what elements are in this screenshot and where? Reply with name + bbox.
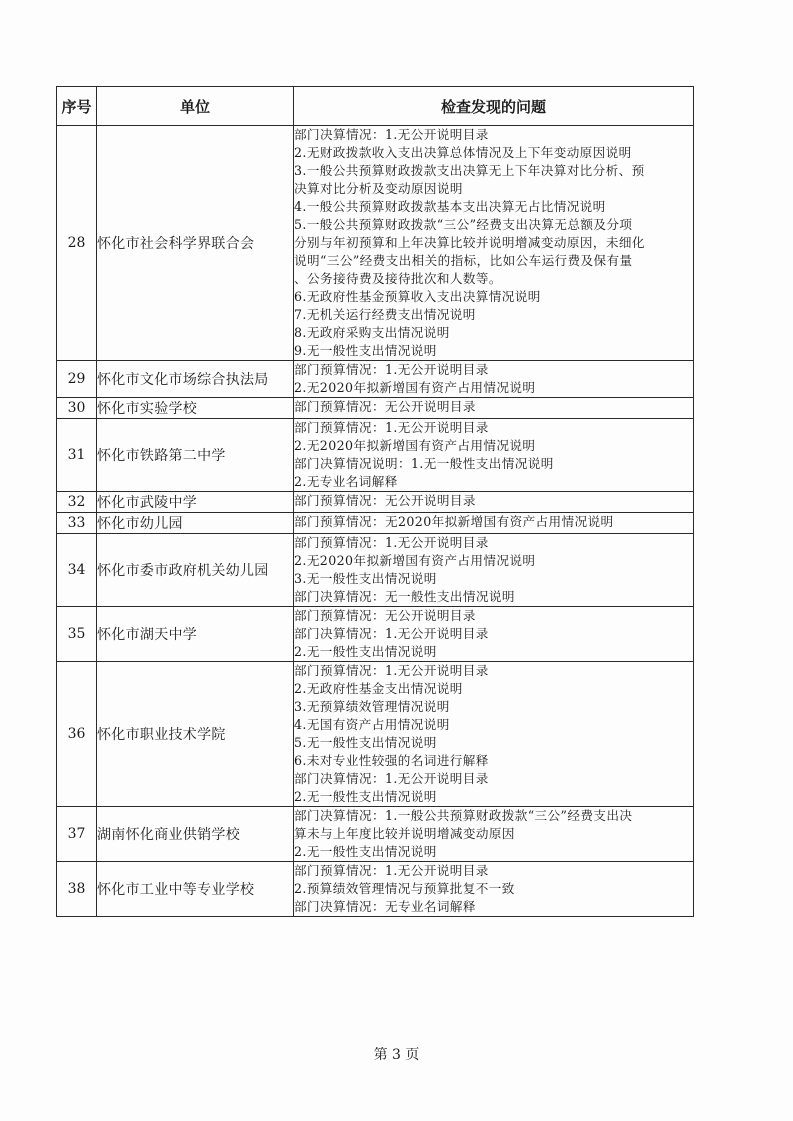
row-unit-name: 怀化市工业中等专业学校 bbox=[97, 862, 294, 917]
header-serial-number: 序号 bbox=[57, 87, 97, 126]
issue-line: 部门预算情况：1.无公开说明目录 bbox=[294, 863, 489, 878]
row-serial-number: 35 bbox=[57, 607, 97, 662]
issue-line: 2.无2020年拟新增国有资产占用情况说明 bbox=[294, 438, 536, 453]
row-issues bbox=[294, 534, 694, 607]
issue-line: 决算对比分析及变动原因说明 bbox=[294, 181, 463, 196]
issue-line: 说明“三公”经费支出相关的指标，比如公车运行费及保有量 bbox=[294, 253, 633, 268]
issue-line: 6.未对专业性较强的名词进行解释 bbox=[294, 753, 489, 768]
row-issues bbox=[294, 662, 694, 807]
issue-line: 6.无政府性基金预算收入支出决算情况说明 bbox=[294, 289, 541, 304]
table-row bbox=[57, 361, 694, 398]
issue-line: 部门决算情况：1.无公开说明目录 bbox=[294, 771, 489, 786]
issue-line: 2.无一般性支出情况说明 bbox=[294, 644, 437, 659]
row-unit-name: 怀化市幼儿园 bbox=[97, 513, 294, 534]
issue-line: 2.无一般性支出情况说明 bbox=[294, 844, 437, 859]
row-unit-name: 怀化市实验学校 bbox=[97, 398, 294, 419]
row-unit-name: 怀化市社会科学界联合会 bbox=[97, 126, 294, 361]
row-unit-name: 怀化市文化市场综合执法局 bbox=[97, 361, 294, 398]
row-issues bbox=[294, 492, 694, 513]
issue-line: 2.无政府性基金支出情况说明 bbox=[294, 681, 463, 696]
table-header-row bbox=[57, 87, 694, 126]
row-issues bbox=[294, 419, 694, 492]
issue-line: 部门预算情况：1.无公开说明目录 bbox=[294, 362, 489, 377]
issue-line: 9.无一般性支出情况说明 bbox=[294, 343, 437, 358]
issue-line: 部门预算情况：无公开说明目录 bbox=[294, 493, 476, 508]
row-serial-number: 29 bbox=[57, 361, 97, 398]
issue-line: 2.预算绩效管理情况与预算批复不一致 bbox=[294, 881, 515, 896]
row-unit-name: 怀化市铁路第二中学 bbox=[97, 419, 294, 492]
row-unit-name: 怀化市湖天中学 bbox=[97, 607, 294, 662]
issue-line: 部门决算情况：1.无公开说明目录 bbox=[294, 127, 489, 142]
row-serial-number: 31 bbox=[57, 419, 97, 492]
row-issues bbox=[294, 513, 694, 534]
issue-line: 部门预算情况：1.无公开说明目录 bbox=[294, 663, 489, 678]
header-unit: 单位 bbox=[97, 87, 294, 126]
row-serial-number: 34 bbox=[57, 534, 97, 607]
issue-line: 7.无机关运行经费支出情况说明 bbox=[294, 307, 476, 322]
row-unit-name: 湖南怀化商业供销学校 bbox=[97, 807, 294, 862]
table-row bbox=[57, 807, 694, 862]
row-unit-name: 怀化市职业技术学院 bbox=[97, 662, 294, 807]
row-serial-number: 36 bbox=[57, 662, 97, 807]
page-number: 第 3 页 bbox=[373, 1047, 420, 1063]
issue-line: 部门决算情况：1.一般公共预算财政拨款“三公”经费支出决 bbox=[294, 808, 633, 823]
row-issues bbox=[294, 862, 694, 917]
issue-line: 部门决算情况说明：1.无一般性支出情况说明 bbox=[294, 456, 554, 471]
table-row bbox=[57, 492, 694, 513]
issue-line: 4.无国有资产占用情况说明 bbox=[294, 717, 450, 732]
row-serial-number: 38 bbox=[57, 862, 97, 917]
issue-line: 2.无财政拨款收入支出决算总体情况及上下年变动原因说明 bbox=[294, 145, 632, 160]
issue-line: 部门预算情况：无2020年拟新增国有资产占用情况说明 bbox=[294, 514, 614, 529]
issue-line: 算未与上年度比较并说明增减变动原因 bbox=[294, 826, 515, 841]
issue-line: 4.一般公共预算财政拨款基本支出决算无占比情况说明 bbox=[294, 199, 606, 214]
row-serial-number: 28 bbox=[57, 126, 97, 361]
header-issues: 检查发现的问题 bbox=[294, 87, 694, 126]
row-unit-name: 怀化市委市政府机关幼儿园 bbox=[97, 534, 294, 607]
row-issues bbox=[294, 398, 694, 419]
row-issues bbox=[294, 361, 694, 398]
inspection-table bbox=[56, 86, 694, 917]
issue-line: 2.无2020年拟新增国有资产占用情况说明 bbox=[294, 380, 536, 395]
row-serial-number: 33 bbox=[57, 513, 97, 534]
issue-line: 部门预算情况：1.无公开说明目录 bbox=[294, 420, 489, 435]
issue-line: 2.无专业名词解释 bbox=[294, 474, 398, 489]
row-issues bbox=[294, 607, 694, 662]
issue-line: 3.无一般性支出情况说明 bbox=[294, 571, 437, 586]
issue-line: 2.无2020年拟新增国有资产占用情况说明 bbox=[294, 553, 536, 568]
row-serial-number: 30 bbox=[57, 398, 97, 419]
table-row bbox=[57, 126, 694, 361]
issue-line: 部门预算情况：无公开说明目录 bbox=[294, 608, 476, 623]
issue-line: 分别与年初预算和上年决算比较并说明增减变动原因，未细化 bbox=[294, 235, 645, 250]
issue-line: 5.无一般性支出情况说明 bbox=[294, 735, 437, 750]
table-row bbox=[57, 419, 694, 492]
issue-line: 部门决算情况：无专业名词解释 bbox=[294, 899, 476, 914]
row-issues bbox=[294, 126, 694, 361]
table-body bbox=[57, 126, 694, 917]
issue-line: 3.一般公共预算财政拨款支出决算无上下年决算对比分析、预 bbox=[294, 163, 645, 178]
issue-line: 3.无预算绩效管理情况说明 bbox=[294, 699, 450, 714]
issue-line: 部门决算情况：无一般性支出情况说明 bbox=[294, 589, 515, 604]
issue-line: 部门预算情况：1.无公开说明目录 bbox=[294, 535, 489, 550]
issue-line: 部门预算情况：无公开说明目录 bbox=[294, 399, 476, 414]
table-row bbox=[57, 662, 694, 807]
issue-line: 、公务接待费及接待批次和人数等。 bbox=[294, 271, 502, 286]
row-serial-number: 37 bbox=[57, 807, 97, 862]
table-row bbox=[57, 607, 694, 662]
table-row bbox=[57, 534, 694, 607]
row-issues bbox=[294, 807, 694, 862]
issue-line: 2.无一般性支出情况说明 bbox=[294, 789, 437, 804]
row-unit-name: 怀化市武陵中学 bbox=[97, 492, 294, 513]
issue-line: 8.无政府采购支出情况说明 bbox=[294, 325, 450, 340]
table-row bbox=[57, 862, 694, 917]
row-serial-number: 32 bbox=[57, 492, 97, 513]
table-row bbox=[57, 398, 694, 419]
issue-line: 5.一般公共预算财政拨款“三公”经费支出决算无总额及分项 bbox=[294, 217, 633, 232]
issue-line: 部门决算情况：1.无公开说明目录 bbox=[294, 626, 489, 641]
table-row bbox=[57, 513, 694, 534]
